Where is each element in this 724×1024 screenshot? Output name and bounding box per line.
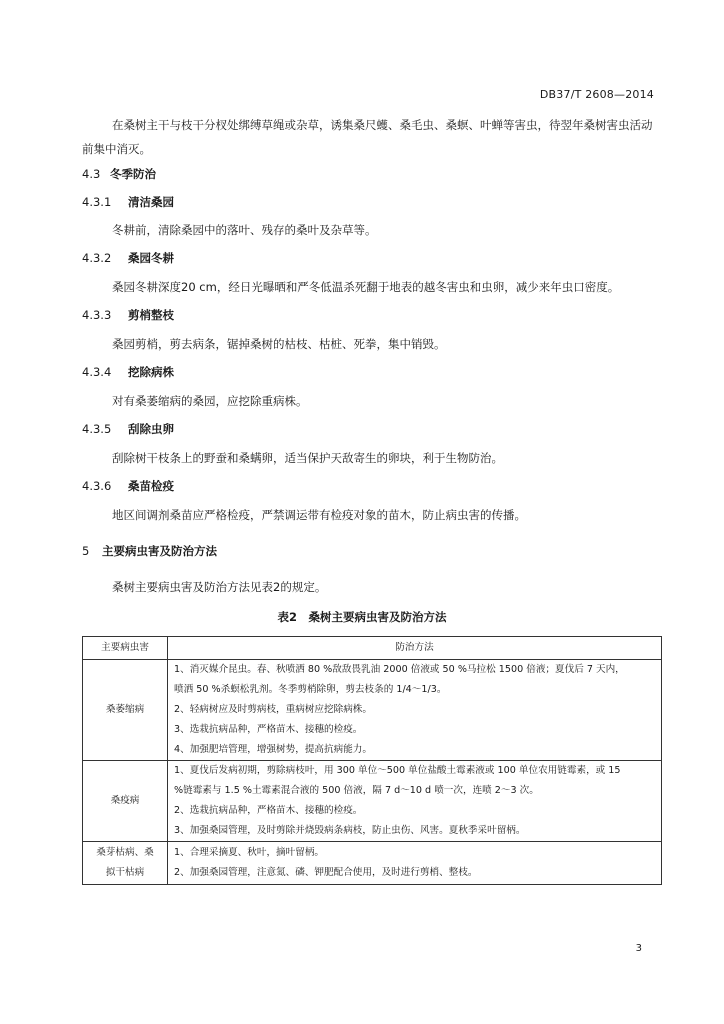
section-number: 4.3.4 <box>82 365 112 379</box>
section-4-3-5-heading <box>82 419 174 439</box>
section-4-3-1-heading <box>82 192 174 212</box>
section-4-3-2-heading <box>82 248 174 268</box>
method-cell <box>168 761 662 842</box>
disease-cell: 桑萎缩病 <box>83 660 168 761</box>
disease-cell <box>83 842 168 885</box>
section-5-text: 桑树主要病虫害及防治方法见表2的规定。 <box>112 580 327 594</box>
disease-cell: 桑疫病 <box>83 761 168 842</box>
table-row <box>83 761 662 842</box>
section-number: 4.3.5 <box>82 422 112 436</box>
method-line: %链霉素与 1.5 %土霉素混合液的 500 倍液，隔 7 d～10 d 喷一次，连喷 2～3 次。 <box>174 785 539 796</box>
section-4-3-3-heading <box>82 305 174 325</box>
intro-paragraph: 在桑树主干与枝干分杈处绑缚草绳或杂草，诱集桑尺蠖、桑毛虫、桑螟、叶蝉等害虫，待翌年桑树害虫活动前集中消灭。 <box>82 118 653 156</box>
section-4-3-4-text: 对有桑萎缩病的桑园，应挖除重病株。 <box>112 394 308 408</box>
method-line: 1、夏伐后发病初期，剪除病枝叶，用 300 单位～500 单位盐酸土霉素液或 100 单位农用链霉素，或 15 <box>174 765 621 776</box>
page-number: 3 <box>635 943 642 954</box>
section-4-3-1-text: 冬耕前，清除桑园中的落叶、残存的桑叶及杂草等。 <box>112 223 377 237</box>
document-code: DB37/T 2608—2014 <box>539 88 654 101</box>
section-4-3-5-text: 刮除树干枝条上的野蚕和桑螨卵，适当保护天敌寄生的卵块，利于生物防治。 <box>112 451 503 465</box>
method-line: 2、选栽抗病品种，严格苗木、接穗的检疫。 <box>174 805 363 816</box>
table-row <box>83 842 662 885</box>
section-4-3-6-text: 地区间调剂桑苗应严格检疫，严禁调运带有检疫对象的苗木，防止病虫害的传播。 <box>112 508 526 522</box>
section-number: 4.3.3 <box>82 308 112 322</box>
section-number: 4.3.2 <box>82 251 112 265</box>
column-header-method: 防治方法 <box>168 637 662 660</box>
table-row <box>83 660 662 761</box>
method-line: 2、轻病树应及时剪病枝，重病树应挖除病株。 <box>174 704 372 715</box>
disease-table <box>82 636 662 885</box>
method-line: 1、合理采摘夏、秋叶，摘叶留柄。 <box>174 847 325 858</box>
section-title: 剪梢整枝 <box>128 308 174 322</box>
disease-name-line: 拟干枯病 <box>105 867 145 878</box>
method-line: 2、加强桑园管理，注意氮、磷、钾肥配合使用，及时进行剪梢、整枝。 <box>174 867 478 878</box>
section-5-heading <box>82 541 217 561</box>
method-line: 3、加强桑园管理，及时剪除并烧毁病条病枝，防止虫伤、风害。夏秋季采叶留柄。 <box>174 825 526 836</box>
section-number: 4.3.6 <box>82 479 112 493</box>
section-4-3-6-heading <box>82 476 174 496</box>
section-4-3-4-heading <box>82 362 174 382</box>
method-line: 喷洒 50 %杀螟松乳剂。冬季剪梢除卵，剪去枝条的 1/4～1/3。 <box>174 684 447 695</box>
section-title: 冬季防治 <box>110 167 156 181</box>
section-number: 5 <box>82 544 90 558</box>
disease-name-line: 桑芽枯病、桑 <box>96 847 154 858</box>
section-4-3-heading <box>82 164 156 184</box>
section-title: 主要病虫害及防治方法 <box>102 544 217 558</box>
section-title: 桑园冬耕 <box>128 251 174 265</box>
method-cell <box>168 842 662 885</box>
section-4-3-3-text: 桑园剪梢，剪去病条，锯掉桑树的枯枝、枯桩、死拳，集中销毁。 <box>112 337 446 351</box>
table-header-row <box>83 637 662 660</box>
section-number: 4.3 <box>82 167 101 181</box>
method-cell <box>168 660 662 761</box>
method-line: 4、加强肥培管理，增强树势，提高抗病能力。 <box>174 744 372 755</box>
section-4-3-2-text: 桑园冬耕深度20 cm，经日光曝晒和严冬低温杀死翻于地表的越冬害虫和虫卵，减少来年虫口密度。 <box>112 280 620 294</box>
section-title: 挖除病株 <box>128 365 174 379</box>
method-line: 1、消灭媒介昆虫。春、秋喷洒 80 %敌敌畏乳油 2000 倍液或 50 %马拉松 1500 倍液；夏伐后 7 天内， <box>174 664 625 675</box>
section-title: 刮除虫卵 <box>128 422 174 436</box>
method-line: 3、选栽抗病品种，严格苗木、接穗的检疫。 <box>174 724 363 735</box>
column-header-disease: 主要病虫害 <box>83 637 168 660</box>
section-title: 清洁桑园 <box>128 195 174 209</box>
section-title: 桑苗检疫 <box>128 479 174 493</box>
section-number: 4.3.1 <box>82 195 112 209</box>
table-title: 表2 桑树主要病虫害及防治方法 <box>277 610 447 624</box>
